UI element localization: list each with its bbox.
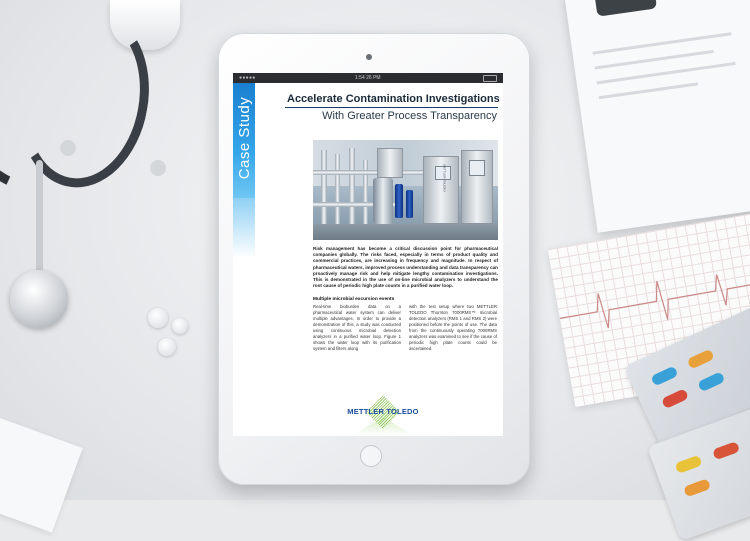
clipboard-line xyxy=(599,82,698,99)
status-time: 1:54 26 PM xyxy=(355,75,381,81)
capsule xyxy=(697,371,725,392)
body-column-left: Real-time bioburden data on a pharmaceutical water system can deliver multiple advantages. In order to provide a demonstration of this, a study was conducted using continuous microbial detection analyzers in a purified water loop. Figure 1 shows the water loop with its purification system and filters along xyxy=(313,304,401,351)
home-button[interactable] xyxy=(360,445,382,467)
pill xyxy=(148,308,168,328)
signal-indicator: ●●●●● xyxy=(239,75,256,81)
capsule xyxy=(661,388,689,409)
stethoscope-earpiece xyxy=(60,140,76,156)
pill xyxy=(172,318,188,334)
photo-blue-pump xyxy=(395,184,403,218)
capsule xyxy=(687,349,715,370)
sidebar-fade xyxy=(233,198,255,258)
photo-tank xyxy=(373,178,393,224)
lead-paragraph: Risk management has become a critical discussion point for pharmaceutical companies globally. The risks faced, especially in terms of product quality and commercial practices, are increasing in frequency and magnitude. In respect of pharmaceutical waters, improved process understanding and data transparency can proactively manage risk and help mitigate lengthy contamination investigations. This is demonstrated in the use of on-line microbial analyzers to understand the root cause of periodic high plate counts in a purified water loop. xyxy=(313,246,498,289)
case-study-label: Case Study xyxy=(236,96,253,180)
photo-brand-label: METTLER TOLEDO xyxy=(442,164,447,192)
photo-analyzer-display xyxy=(469,160,485,176)
camera-icon xyxy=(366,54,372,60)
photo-pipe xyxy=(335,154,340,228)
clipboard-clip xyxy=(593,0,657,17)
stethoscope-chestpiece xyxy=(10,270,68,328)
battery-icon xyxy=(483,75,497,82)
photo-pipe xyxy=(349,148,355,228)
case-study-band xyxy=(233,83,255,198)
document-title: Accelerate Contamination Investigations xyxy=(287,93,500,105)
clipboard xyxy=(564,0,750,233)
status-bar xyxy=(233,73,503,83)
title-divider xyxy=(285,107,498,108)
body-column-right: with the test setup where two METTLER TOLEDO Thornton 7000RMS™ microbial detection analyzers (RMS 1 and RMS 2) were positioned before the points of use. The data from the continuously operating 7000RMS analyzers was examined to see if the cause of periodic high plate counts could be ascertained. xyxy=(409,304,497,351)
document-subtitle: With Greater Process Transparency xyxy=(322,110,497,122)
photo-floor xyxy=(313,224,498,240)
mettler-toledo-logo xyxy=(338,395,428,433)
section-heading: Multiple microbial excursion events xyxy=(313,297,395,302)
photo-control-box xyxy=(377,148,403,178)
stethoscope-stem xyxy=(36,160,43,275)
photo-pipe xyxy=(313,170,423,175)
photo-blue-pump xyxy=(406,190,413,218)
tablet-screen xyxy=(233,73,503,436)
photo-pipe xyxy=(321,150,327,228)
logo-text: METTLER TOLEDO xyxy=(347,407,419,416)
water-system-photo xyxy=(313,140,498,240)
pill xyxy=(158,338,176,356)
capsule xyxy=(712,441,740,460)
capsule xyxy=(683,478,711,497)
stethoscope-earpiece xyxy=(150,160,166,176)
capsule xyxy=(674,455,702,474)
capsule xyxy=(650,366,678,387)
